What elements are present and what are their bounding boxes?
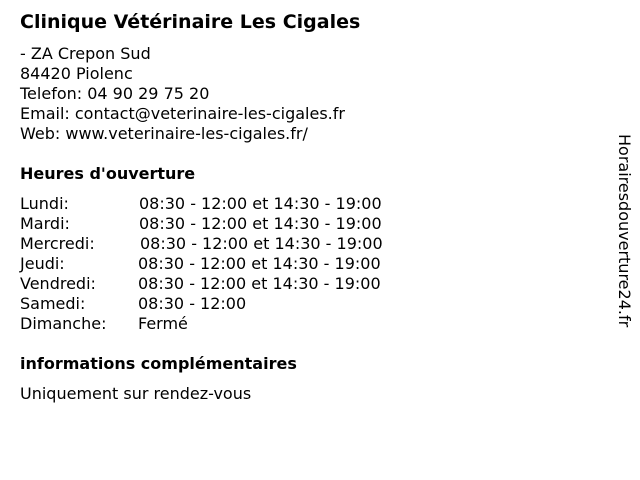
hours-heading: Heures d'ouverture	[20, 164, 196, 183]
day-label: Vendredi:	[20, 274, 96, 293]
time-value: 08:30 - 12:00 et 14:30 - 19:00	[138, 274, 381, 293]
time-value: 08:30 - 12:00 et 14:30 - 19:00	[139, 214, 382, 233]
time-value: 08:30 - 12:00	[138, 294, 247, 313]
day-label: Samedi:	[20, 294, 86, 313]
time-value: Fermé	[138, 314, 188, 333]
address-street: - ZA Crepon Sud	[20, 44, 151, 63]
side-watermark	[614, 134, 634, 374]
address-block	[20, 44, 345, 144]
day-label: Mardi:	[20, 214, 70, 233]
day-label: Jeudi:	[20, 254, 65, 273]
time-value: 08:30 - 12:00 et 14:30 - 19:00	[138, 254, 381, 273]
side-watermark-text: Horairesdouverture24.fr	[615, 134, 634, 328]
clinic-title: Clinique Vétérinaire Les Cigales	[20, 11, 361, 33]
time-value: 08:30 - 12:00 et 14:30 - 19:00	[140, 234, 383, 253]
address-email: Email: contact@veterinaire-les-cigales.fr	[20, 104, 345, 123]
time-value: 08:30 - 12:00 et 14:30 - 19:00	[139, 194, 382, 213]
address-phone: Telefon: 04 90 29 75 20	[20, 84, 210, 103]
info-heading: informations complémentaires	[20, 354, 297, 373]
day-label: Lundi:	[20, 194, 69, 213]
day-label: Dimanche:	[20, 314, 107, 333]
day-label: Mercredi:	[20, 234, 95, 253]
address-web: Web: www.veterinaire-les-cigales.fr/	[20, 124, 308, 143]
info-text: Uniquement sur rendez-vous	[20, 384, 252, 403]
address-city: 84420 Piolenc	[20, 64, 133, 83]
